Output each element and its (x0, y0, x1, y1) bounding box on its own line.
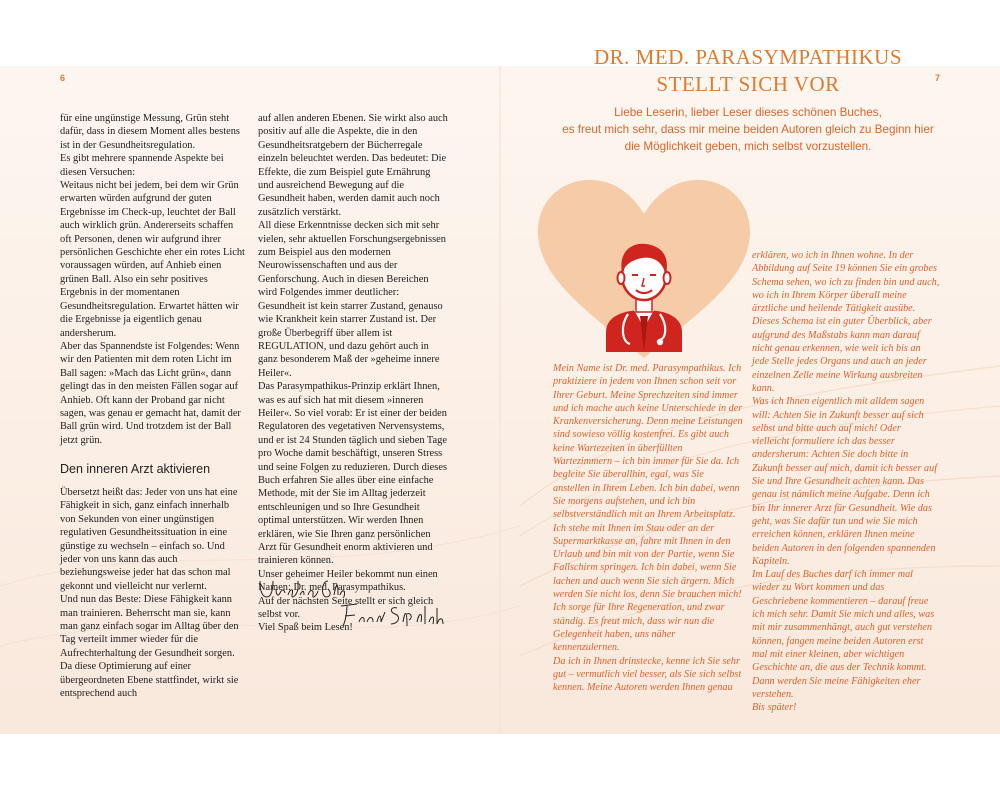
intro-text (548, 104, 948, 155)
paragraph: Weitaus nicht bei jedem, bei dem wir Grün erwarten würden aufgrund der guten Ergebnisse im Check-up, leuchtet der Ball auch wirklich grün. Andererseits schaffen oft Personen, denen wir aufgrund ihrer persönlichen Geschichte eher ein rotes Licht voraussagen würden, auf Anhieb einen grünen Ball. Also ein sehr positives Ergebnis in der momentanen Gesundheitsregulation. Erwartet hätten wir die Ergebnisse ja eigentlich genau andersherum. (60, 180, 245, 339)
signature-ursula (258, 575, 348, 605)
left-column-1 (60, 112, 247, 447)
page-number-right: 7 (935, 73, 941, 83)
paragraph: Was ich Ihnen eigentlich mit alldem sagen will: Achten Sie in Zukunft besser auf sich selbst und bitte auch auf mich! Oder vielleicht formuliere ich das besser andersherum: Achten Sie doch bitte in Zukunft besser auf mich, damit ich besser auf Sie und Ihre Gesundheit achten kann. Das genau ist nämlich meine Aufgabe. Denn ich bin Ihr innerer Arzt für Gesundheit. Wie das geht, was Sie dafür tun und wie Sie mich erreichen können, erklären Ihnen meine beiden Autoren in den folgenden spannenden Kapiteln. (752, 396, 938, 567)
right-column-2 (752, 249, 940, 714)
paragraph: für eine ungünstige Messung, Grün steht dafür, dass in diesem Moment alles bestens ist in der Gesundheitsregulation. (60, 113, 240, 151)
paragraph: Aber das Spannendste ist Folgendes: Wenn wir den Patienten mit dem roten Licht im Ball sagen: »Mach das Licht grün«, dann gelingt das in den meisten Fällen sogar auf Anhieb. Oft kann der Proband gar nicht sagen, was genau er gemacht hat, damit der Ball grün wird. Und trotzdem ist der Ball jetzt grün. (60, 340, 241, 446)
paragraph: Auf der nächsten Seite stellt er sich gleich selbst vor. (258, 595, 434, 621)
doctor-heart-illustration (534, 176, 754, 366)
paragraph: Im Lauf des Buches darf ich immer mal wieder zu Wort kommen und das Geschriebene kommentieren – darauf freue ich mich sehr. Damit Sie mich und alles, was mit mir zusammenhängt, auch gut verstehen können, fangen meine beiden Autoren erst mal mit einer kleinen, aber wichtigen Geschichte an, die aus der Technik kommt. Dann werden Sie meine Fähigkeiten eher verstehen. (752, 569, 935, 700)
paragraph: All diese Erkenntnisse decken sich mit sehr vielen, sehr aktuellen Forschungsergebnissen zum Beispiel aus den modernen Neurowissenschaften und aus der Genforschung. Auch in diesen Bereichen wird Folgendes immer deutlicher: Gesundheit ist kein starrer Zustand, genauso wie Krankheit kein starrer Zustand ist. Der große Überbegriff über allem ist REGULATION, und dazu gehört auch in ganz besonderem Maß der »geheime innere Heiler«. (258, 220, 446, 379)
paragraph: Da ich in Ihnen drinstecke, kenne ich Sie sehr gut – vermutlich viel besser, als Sie sich selbst kennen. Meine Autoren werden Ihnen genau (553, 655, 742, 694)
paragraph: erklären, wo ich in Ihnen wohne. In der Abbildung auf Seite 19 können Sie ein grobes Schema sehen, wo ich zu finden bin und auch, wo ich in Ihrem Körper überall meine ärztliche und heilende Tätigkeit ausübe. Dieses Schema ist ein guter Überblick, aber aufgrund des Maßstabs kann man darauf nicht genau erkennen, wie weit ich bis an jede Stelle jedes Organs und auch an jeder einzelnen Zelle meine Wirkung ausbreiten kann. (752, 250, 940, 394)
right-column-1 (553, 362, 743, 694)
title-line-1: DR. MED. PARASYMPATHIKUS (593, 45, 903, 69)
intro-line-1: Liebe Leserin, lieber Leser dieses schönen Buches, (614, 106, 882, 119)
section-heading: Den inneren Arzt aktivieren (60, 462, 211, 476)
signature-frank (337, 596, 447, 630)
page-title (560, 44, 936, 98)
page-number-left: 6 (60, 73, 66, 83)
paragraph: Es gibt mehrere spannende Aspekte bei diesen Versuchen: (60, 153, 224, 178)
paragraph: Übersetzt heißt das: Jeder von uns hat eine Fähigkeit in sich, ganz einfach innerhalb von Sekunden von einer ungünstigen regulativen Gesundheitssituation in eine günstige zu wechseln – einfach so. Und jeder von uns kann das auch beziehungsweise jeder hat das schon mal gekonnt und vielleicht nur verlernt. (60, 487, 238, 592)
paragraph: Das Parasympathikus-Prinzip erklärt Ihnen, was es auf sich hat mit diesem »inneren Heiler«. So viel vorab: Er ist einer der beiden Regulatoren des vegetativen Nervensystems, und er ist 24 Stunden täglich und sieben Tage pro Woche damit beschäftigt, unseren Stress und seine Folgen zu reduzieren. Durch dieses Buch erfahren Sie alles über eine einfache Methode, mit der Sie im Alltag jederzeit entschleunigen und so Ihre Gesundheit optimal unterstützen. Wir werden Ihnen erklären, wie Sie Ihren ganz persönlichen Arzt für Gesundheit enorm aktivieren und trainieren können. (258, 381, 447, 567)
paragraph: Bis später! (752, 702, 797, 714)
paragraph: Viel Spaß beim Lesen! (258, 622, 353, 634)
title-line-2: STELLT SICH VOR (656, 72, 840, 96)
paragraph: Mein Name ist Dr. med. Parasympathikus. Ich praktiziere in jedem von Ihnen schon seit vor Ihrer Geburt. Meine Sprechzeiten sind immer und ich mache auch keine Unterschiede in der Krankenversicherung. Denn meine Leistungen sind sowieso völlig kostenfrei. Es gibt auch keine Wartezeiten in überfüllten Wartezimmern – ich bin immer für Sie da. Ich begleite Sie überallhin, egal, was Sie anstellen in Ihrem Leben. Ich bin dabei, wenn Sie morgens aufstehen, und ich bin selbstverständlich mit an Ihrem Arbeitsplatz. Ich stehe mit Ihnen im Stau oder an der Supermarktkasse an, fahre mit Ihnen in den Urlaub und bin mit von der Partie, wenn Sie Fallschirm springen. Ich bin dabei, wenn Sie lachen und auch wenn Sie sich ärgern. Mich werden Sie nicht los, denn Sie brauchen mich! Ich sorge für Ihre Regeneration, und zwar ständig. Es freut mich, dass wir nun die Gelegenheit haben, uns näher kennenzulernen. (553, 363, 743, 654)
intro-line-3: die Möglichkeit geben, mich selbst vorzustellen. (624, 140, 872, 153)
left-column-2 (258, 112, 448, 635)
paragraph: Und nun das Beste: Diese Fähigkeit kann man trainieren. Beherrscht man sie, kann man ganz einfach sogar im Alltag über den Tag verteilt immer wieder für die Aufrechterhaltung der Gesundheit sorgen. Da diese Optimierung auf einer übergeordneten Ebene stattfindet, wirkt sie entsprechend auch (60, 594, 239, 700)
left-column-1-continued (60, 486, 247, 701)
intro-line-2: es freut mich sehr, dass mir meine beiden Autoren gleich zu Beginn hier (562, 123, 934, 136)
paragraph: Unser geheimer Heiler bekommt nun einen Namen: Dr. med. Parasympathikus. (258, 568, 438, 594)
paragraph: auf allen anderen Ebenen. Sie wirkt also auch positiv auf alle die Aspekte, die in den Gesundheitsratgebern der Bücherregale einzeln beleuchtet werden. Das bedeutet: Die Effekte, die zum Beispiel gute Ernährung und ausreichend Bewegung auf die Gesundheit haben, werden damit auch noch zusätzlich verstärkt. (258, 113, 448, 218)
